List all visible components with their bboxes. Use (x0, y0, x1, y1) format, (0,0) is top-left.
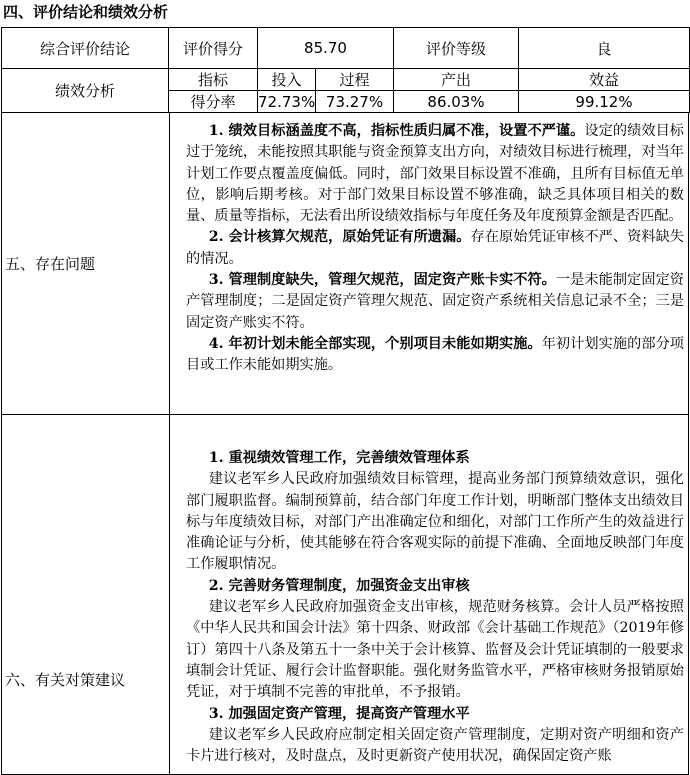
rate-input: 72.73% (258, 92, 316, 111)
header-output: 产出 (394, 69, 519, 91)
grade-value: 良 (519, 28, 690, 69)
indicator-label: 指标 (169, 69, 258, 91)
score-rate-label: 得分率 (169, 91, 258, 113)
problem-item: 2. 会计核算欠规范，原始凭证有所遗漏。存在原始凭证审核不严、资料缺失的情况。 (186, 229, 684, 267)
evaluation-table (1, 27, 690, 113)
suggestions-text (170, 415, 688, 774)
suggestion-body: 建议老军乡人民政府加强资金支出审核，规范财务核算。会计人员严格按照《中华人民共和国会计法》第十四条、财政部《会计基础工作规范》（2019年修订）第四十八条及第五十一条中关于会计核算、监督及会计凭证填制的一般要求填制会计凭证、履行会计监督职能。强化财务监管水平，严格审核财务报销原始凭证，对于填制不完善的审批单，不予报销。 (186, 599, 684, 701)
suggestion-head: 1. 重视绩效管理工作，完善绩效管理体系 (208, 450, 470, 466)
problem-item: 3. 管理制度缺失，管理欠规范，固定资产账卡实不符。一是未能制定固定资产管理制度；二是固定资产管理欠规范、固定资产系统相关信息记录不全；三是固定资产账实不符。 (186, 272, 684, 331)
header-process: 过程 (316, 69, 394, 91)
problem-item: 4. 年初计划未能全部实现，个别项目未能如期实施。年初计划实施的部分项目或工作未能如期实施。 (186, 335, 684, 374)
rate-benefit: 99.12% (519, 91, 690, 113)
suggestions-label: 六、有关对策建议 (2, 415, 170, 774)
section-4-title: 四、评价结论和绩效分析 (3, 3, 169, 21)
suggestion-body: 建议老军乡人民政府应制定相关固定资产管理制度，定期对资产明细和资产卡片进行核对，及时盘点，及时更新资产使用状况，确保固定资产账 (186, 726, 684, 765)
overall-conclusion-label: 综合评价结论 (2, 28, 169, 69)
score-label: 评价得分 (169, 28, 258, 69)
existing-problems-text (170, 112, 688, 414)
rate-output: 86.03% (394, 91, 519, 113)
problem-item: 1. 绩效目标涵盖度不高，指标性质归属不准，设置不严谨。设定的绩效目标过于笼统，未能按照其职能与资金预算支出方向，对绩效目标进行梳理，对当年计划工作要点覆盖度偏低。同时，部门效果目标设置不准确，且所有目标值无单位，影响后期考核。对于部门效果目标设置不够准确，缺乏具体项目相关的数量、质量等指标，无法看出所设绩效指标与年度任务及年度预算金额是否匹配。 (186, 123, 684, 225)
grade-label: 评价等级 (394, 28, 519, 69)
rate-process: 73.27% (316, 91, 394, 113)
suggestions-section (1, 415, 689, 775)
score-value: 85.70 (258, 28, 394, 69)
suggestion-head: 3. 加强固定资产管理，提高资产管理水平 (208, 705, 470, 722)
suggestion-body: 建议老军乡人民政府加强绩效目标管理，提高业务部门预算绩效意识，强化部门履职监督。编制预算前，结合部门年度工作计划，明晰部门整体支出绩效目标与年度绩效目标，对部门产出准确定位和细化，对部门工作所产生的效益进行准确论证与分析，使其能够在符合客观实际的前提下准确、全面地反映部门年度工作履职情况。 (186, 471, 684, 573)
header-input: 投入 (258, 69, 316, 91)
existing-problems-section (1, 112, 689, 415)
existing-problems-label: 五、存在问题 (2, 112, 170, 414)
suggestion-head: 2. 完善财务管理制度，加强资金支出审核 (208, 577, 470, 594)
performance-analysis-label: 绩效分析 (2, 69, 169, 113)
header-benefit: 效益 (519, 69, 690, 91)
